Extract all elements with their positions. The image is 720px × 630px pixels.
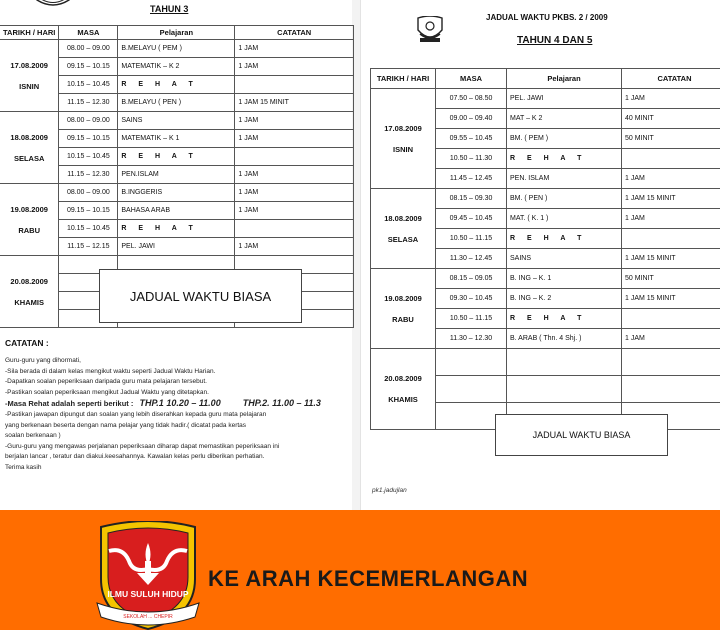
table-row xyxy=(371,189,720,209)
pelajaran-cell: BM. ( PEM ) xyxy=(507,129,622,149)
pelajaran-cell: B. ING – K. 1 xyxy=(507,269,622,289)
day-date: 18.08.2009 xyxy=(384,213,422,223)
pelajaran-cell: BM. ( PEN ) xyxy=(507,189,622,209)
right-heading: JADUAL WAKTU PKBS. 2 / 2009 xyxy=(486,13,608,22)
pelajaran-cell: R E H A T xyxy=(507,229,622,249)
masa-cell: 09.45 – 10.45 xyxy=(436,209,507,229)
day-date: 19.08.2009 xyxy=(10,204,48,214)
catatan-cell: 1 JAM xyxy=(622,89,720,109)
col-header-pelajaran: Pelajaran xyxy=(118,26,235,40)
footer-filename: pk1.jadujlan xyxy=(372,487,407,494)
day-name: RABU xyxy=(18,225,41,235)
masa-cell: 10.50 – 11.15 xyxy=(436,229,507,249)
pelajaran-cell: R E H A T xyxy=(507,309,622,329)
catatan-cell xyxy=(235,148,354,166)
masa-cell: 09.15 – 10.15 xyxy=(59,130,118,148)
masa-cell: 08.15 – 09.05 xyxy=(436,269,507,289)
masa-cell: 08.00 – 09.00 xyxy=(59,184,118,202)
pelajaran-cell: SAINS xyxy=(507,249,622,269)
day-date: 17.08.2009 xyxy=(384,123,422,133)
note-line: -Pastikan jawapan dipungut dan soalan yang lebih diserahkan kepada guru mata pelajaran xyxy=(5,410,267,418)
pelajaran-cell: B. ING – K. 2 xyxy=(507,289,622,309)
catatan-cell: 1 JAM xyxy=(235,166,354,184)
table-row xyxy=(0,40,354,58)
day-date: 18.08.2009 xyxy=(10,132,48,142)
masa-cell: 11.15 – 12.30 xyxy=(59,166,118,184)
day-cell xyxy=(371,89,436,189)
catatan-cell xyxy=(235,220,354,238)
catatan-cell xyxy=(622,229,720,249)
day-date: 20.08.2009 xyxy=(384,374,422,383)
note-line: Terima kasih xyxy=(5,463,42,471)
pelajaran-cell: MATEMATIK – K 1 xyxy=(118,130,235,148)
catatan-cell: 1 JAM xyxy=(622,169,720,189)
rehat-thp2: THP.2. 11.00 – 11.3 xyxy=(242,398,321,409)
masa-cell: 10.15 – 10.45 xyxy=(59,220,118,238)
catatan-cell: 50 MINIT xyxy=(622,129,720,149)
masa-cell: 07.50 – 08.50 xyxy=(436,89,507,109)
day-name: ISNIN xyxy=(392,144,413,154)
pelajaran-cell: MATEMATIK – K 2 xyxy=(118,58,235,76)
day-date: 17.08.2009 xyxy=(10,60,48,70)
col-header-catatan: CATATAN xyxy=(235,26,354,40)
crest-icon xyxy=(33,0,73,10)
pelajaran-cell: R E H A T xyxy=(118,148,235,166)
catatan-cell: 1 JAM xyxy=(622,209,720,229)
catatan-cell: 1 JAM xyxy=(235,112,354,130)
catatan-notes xyxy=(5,356,350,474)
masa-cell: 10.15 – 10.45 xyxy=(59,76,118,94)
table-row xyxy=(371,269,720,289)
jadual-biasa-box: JADUAL WAKTU BIASA xyxy=(495,414,668,456)
day-name: SELASA xyxy=(387,234,419,244)
catatan-cell xyxy=(622,349,720,376)
day-date: 19.08.2009 xyxy=(384,293,422,303)
catatan-cell: 1 JAM xyxy=(235,184,354,202)
day-name: RABU xyxy=(392,314,414,324)
catatan-cell: 1 JAM 15 MINIT xyxy=(622,289,720,309)
masa-cell: 11.30 – 12.30 xyxy=(436,329,507,349)
pelajaran-cell: B.INGGERIS xyxy=(118,184,235,202)
day-cell xyxy=(0,40,59,112)
masa-cell: 08.00 – 09.00 xyxy=(59,112,118,130)
masa-cell: 11.30 – 12.45 xyxy=(436,249,507,269)
catatan-cell: 50 MINIT xyxy=(622,269,720,289)
day-cell xyxy=(371,269,436,349)
masa-cell: 10.50 – 11.15 xyxy=(436,309,507,329)
masa-cell: 09.30 – 10.45 xyxy=(436,289,507,309)
pelajaran-cell: R E H A T xyxy=(507,149,622,169)
table-row xyxy=(371,349,720,376)
catatan-cell: 40 MINIT xyxy=(622,109,720,129)
day-cell xyxy=(0,112,59,184)
pelajaran-cell: PEN. ISLAM xyxy=(507,169,622,189)
masa-cell: 09.15 – 10.15 xyxy=(59,202,118,220)
pelajaran-cell: B.MELAYU ( PEM ) xyxy=(118,40,235,58)
catatan-heading: CATATAN : xyxy=(5,338,49,348)
masa-cell xyxy=(436,376,507,403)
catatan-cell: 1 JAM 15 MINIT xyxy=(622,189,720,209)
catatan-cell: 1 JAM xyxy=(235,238,354,256)
masa-cell xyxy=(436,349,507,376)
catatan-cell: 1 JAM xyxy=(622,329,720,349)
masa-cell: 09.00 – 09.40 xyxy=(436,109,507,129)
col-header-tarikh: TARIKH / HARI xyxy=(371,69,436,89)
note-line: soalan berkenaan ) xyxy=(5,432,61,440)
pelajaran-cell: SAINS xyxy=(118,112,235,130)
school-emblem-icon xyxy=(93,521,203,630)
crest-icon xyxy=(414,16,446,46)
col-header-tarikh: TARIKH / HARI xyxy=(0,26,59,40)
pelajaran-cell: PEL. JAWI xyxy=(507,89,622,109)
day-name: SELASA xyxy=(13,153,45,163)
pelajaran-cell xyxy=(507,376,622,403)
rehat-thp1: THP.1 10.20 – 11.00 xyxy=(139,398,221,409)
day-name: KHAMIS xyxy=(14,297,44,307)
note-line: -Pastikan soalan peperiksaan mengikut Jadual Waktu yang ditetapkan. xyxy=(5,388,209,396)
day-name: ISNIN xyxy=(19,81,40,91)
catatan-cell: 1 JAM xyxy=(235,40,354,58)
col-header-pelajaran: Pelajaran xyxy=(507,69,622,89)
masa-cell: 11.15 – 12.30 xyxy=(59,94,118,112)
pelajaran-cell: MAT – K 2 xyxy=(507,109,622,129)
masa-cell: 08.00 – 09.00 xyxy=(59,40,118,58)
note-line: yang berkenaan beserta dengan nama pelajar yang tidak hadir.( dicatat pada kertas xyxy=(5,421,247,429)
note-line: -Sila berada di dalam kelas mengikut waktu seperti Jadual Waktu Harian. xyxy=(5,367,216,375)
masa-cell: 10.50 – 11.30 xyxy=(436,149,507,169)
day-name: KHAMIS xyxy=(388,395,418,404)
col-header-masa: MASA xyxy=(59,26,118,40)
day-cell xyxy=(0,184,59,256)
emblem-ribbon-text: SEKOLAH ... CHEPIR xyxy=(123,614,173,620)
left-title: TAHUN 3 xyxy=(150,4,189,14)
table-row xyxy=(0,112,354,130)
day-cell xyxy=(0,256,59,328)
col-header-catatan: CATATAN xyxy=(622,69,720,89)
note-line: Guru-guru yang dihormati, xyxy=(5,357,81,364)
pelajaran-cell: PEN.ISLAM xyxy=(118,166,235,184)
right-schedule-table xyxy=(370,68,720,430)
masa-cell: 11.45 – 12.45 xyxy=(436,169,507,189)
rehat-times-line xyxy=(5,398,350,410)
pelajaran-cell xyxy=(507,349,622,376)
note-line: -Dapatkan soalan peperiksaan daripada guru mata pelajaran tersebut. xyxy=(5,378,207,386)
masa-cell: 11.15 – 12.15 xyxy=(59,238,118,256)
catatan-cell: 1 JAM 15 MINIT xyxy=(622,249,720,269)
day-date: 20.08.2009 xyxy=(10,276,48,286)
masa-cell: 09.55 – 10.45 xyxy=(436,129,507,149)
day-cell xyxy=(371,349,436,430)
pelajaran-cell: MAT. ( K. 1 ) xyxy=(507,209,622,229)
catatan-cell: 1 JAM xyxy=(235,58,354,76)
masa-cell: 10.15 – 10.45 xyxy=(59,148,118,166)
rehat-label: -Masa Rehat adalah seperti berikut : xyxy=(5,399,134,409)
note-line: -Guru-guru yang mengawas perjalanan peperiksaan diharap dapat memastikan peperiksaan ini xyxy=(5,442,280,450)
pelajaran-cell: PEL. JAWI xyxy=(118,238,235,256)
catatan-cell xyxy=(235,76,354,94)
catatan-cell: 1 JAM xyxy=(235,130,354,148)
pelajaran-cell: R E H A T xyxy=(118,76,235,94)
catatan-cell xyxy=(622,376,720,403)
catatan-cell: 1 JAM xyxy=(235,202,354,220)
banner-slogan: KE ARAH KECEMERLANGAN xyxy=(208,566,529,591)
emblem-motto: ILMU SULUH HIDUP xyxy=(107,589,189,599)
pelajaran-cell: B. ARAB ( Thn. 4 Shj. ) xyxy=(507,329,622,349)
catatan-cell xyxy=(622,149,720,169)
col-header-masa: MASA xyxy=(436,69,507,89)
catatan-cell xyxy=(622,309,720,329)
catatan-cell: 1 JAM 15 MINIT xyxy=(235,94,354,112)
pelajaran-cell: R E H A T xyxy=(118,220,235,238)
pelajaran-cell: BAHASA ARAB xyxy=(118,202,235,220)
jadual-biasa-box: JADUAL WAKTU BIASA xyxy=(99,269,302,323)
table-row xyxy=(371,89,720,109)
pelajaran-cell: B.MELAYU ( PEN ) xyxy=(118,94,235,112)
note-line: berjalan lancar , teratur dan diakui.keesahannya. Kawalan kelas perlu diberikan perhatian. xyxy=(5,453,265,461)
masa-cell: 08.15 – 09.30 xyxy=(436,189,507,209)
day-cell xyxy=(371,189,436,269)
masa-cell: 09.15 – 10.15 xyxy=(59,58,118,76)
right-title: TAHUN 4 DAN 5 xyxy=(517,35,593,46)
table-row xyxy=(0,184,354,202)
